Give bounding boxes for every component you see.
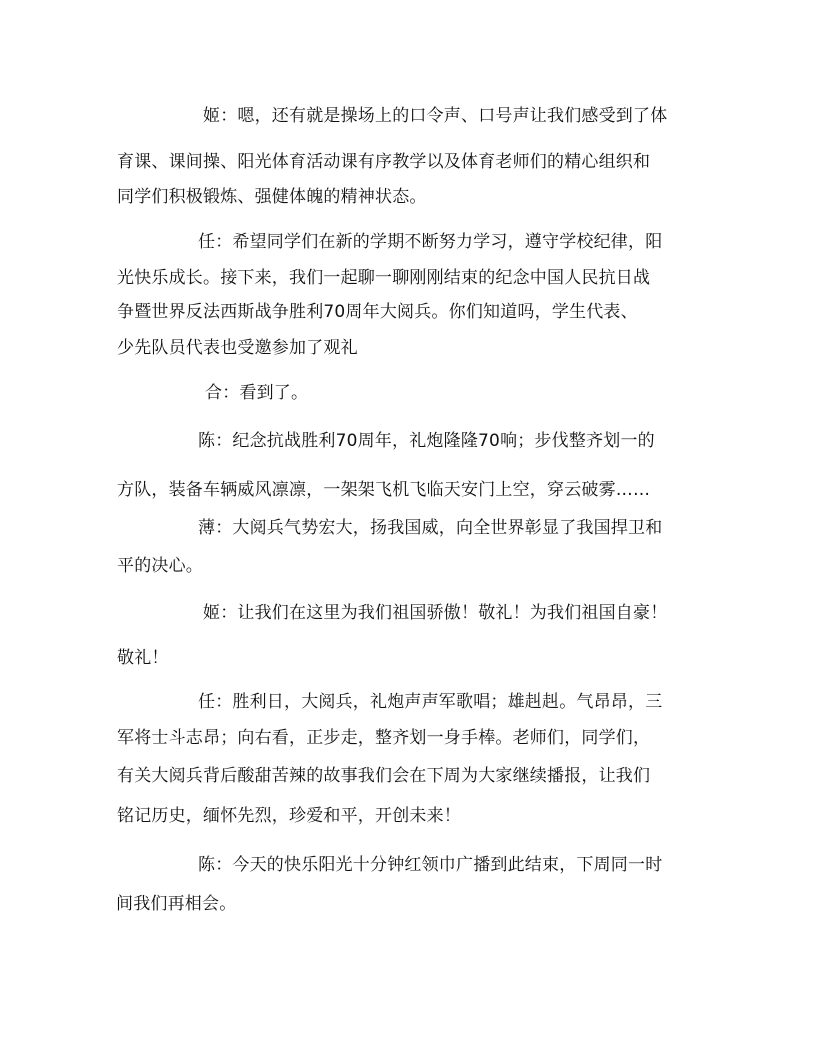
- script-line-ji-2-cont: 敬礼！: [117, 648, 169, 668]
- script-line-ren-2-cont: 军将士斗志昂；向右看，正步走，整齐划一身手棒。老师们，同学们，: [117, 728, 651, 748]
- script-line-bo-1-cont: 平的决心。: [117, 556, 203, 576]
- script-line-ji-1: 姬：嗯，还有就是操场上的口令声、口号声让我们感受到了体: [203, 106, 668, 126]
- script-line-ren-2-cont: 铭记历史，缅怀先烈，珍爱和平，开创未来！: [117, 806, 461, 826]
- script-line-ren-1-cont: 少先队员代表也受邀参加了观礼: [117, 338, 358, 358]
- script-line-ren-1-cont: 争暨世界反法西斯战争胜利70周年大阅兵。你们知道吗，学生代表、: [117, 302, 638, 322]
- script-line-chen-2: 陈：今天的快乐阳光十分钟红领巾广播到此结束，下周同一时: [198, 855, 663, 875]
- script-line-chen-1-cont: 方队，装备车辆威风凛凛，一架架飞机飞临天安门上空，穿云破雾……: [117, 480, 651, 500]
- script-line-ji-1-cont: 同学们积极锻炼、强健体魄的精神状态。: [117, 187, 427, 207]
- script-line-chen-1: 陈：纪念抗战胜利70周年，礼炮隆隆70响；步伐整齐划一的: [198, 431, 655, 451]
- script-line-bo-1: 薄：大阅兵气势宏大，扬我国威，向全世界彰显了我国捍卫和: [198, 518, 663, 538]
- script-line-ren-2: 任：胜利日，大阅兵，礼炮声声军歌唱；雄赳赳。气昂昂，三: [198, 692, 663, 712]
- script-line-ren-2-cont: 有关大阅兵背后酸甜苦辣的故事我们会在下周为大家继续播报，让我们: [117, 766, 651, 786]
- script-line-ren-1: 任：希望同学们在新的学期不断努力学习，遵守学校纪律，阳: [198, 232, 663, 252]
- script-line-he-1: 合：看到了。: [205, 383, 309, 403]
- script-line-ji-2: 姬：让我们在这里为我们祖国骄傲！敬礼！为我们祖国自豪！: [203, 603, 668, 623]
- script-line-ji-1-cont: 育课、课间操、阳光体育活动课有序教学以及体育老师们的精心组织和: [117, 152, 651, 172]
- script-line-ren-1-cont: 光快乐成长。接下来，我们一起聊一聊刚刚结束的纪念中国人民抗日战: [117, 268, 651, 288]
- script-line-chen-2-cont: 间我们再相会。: [116, 894, 237, 914]
